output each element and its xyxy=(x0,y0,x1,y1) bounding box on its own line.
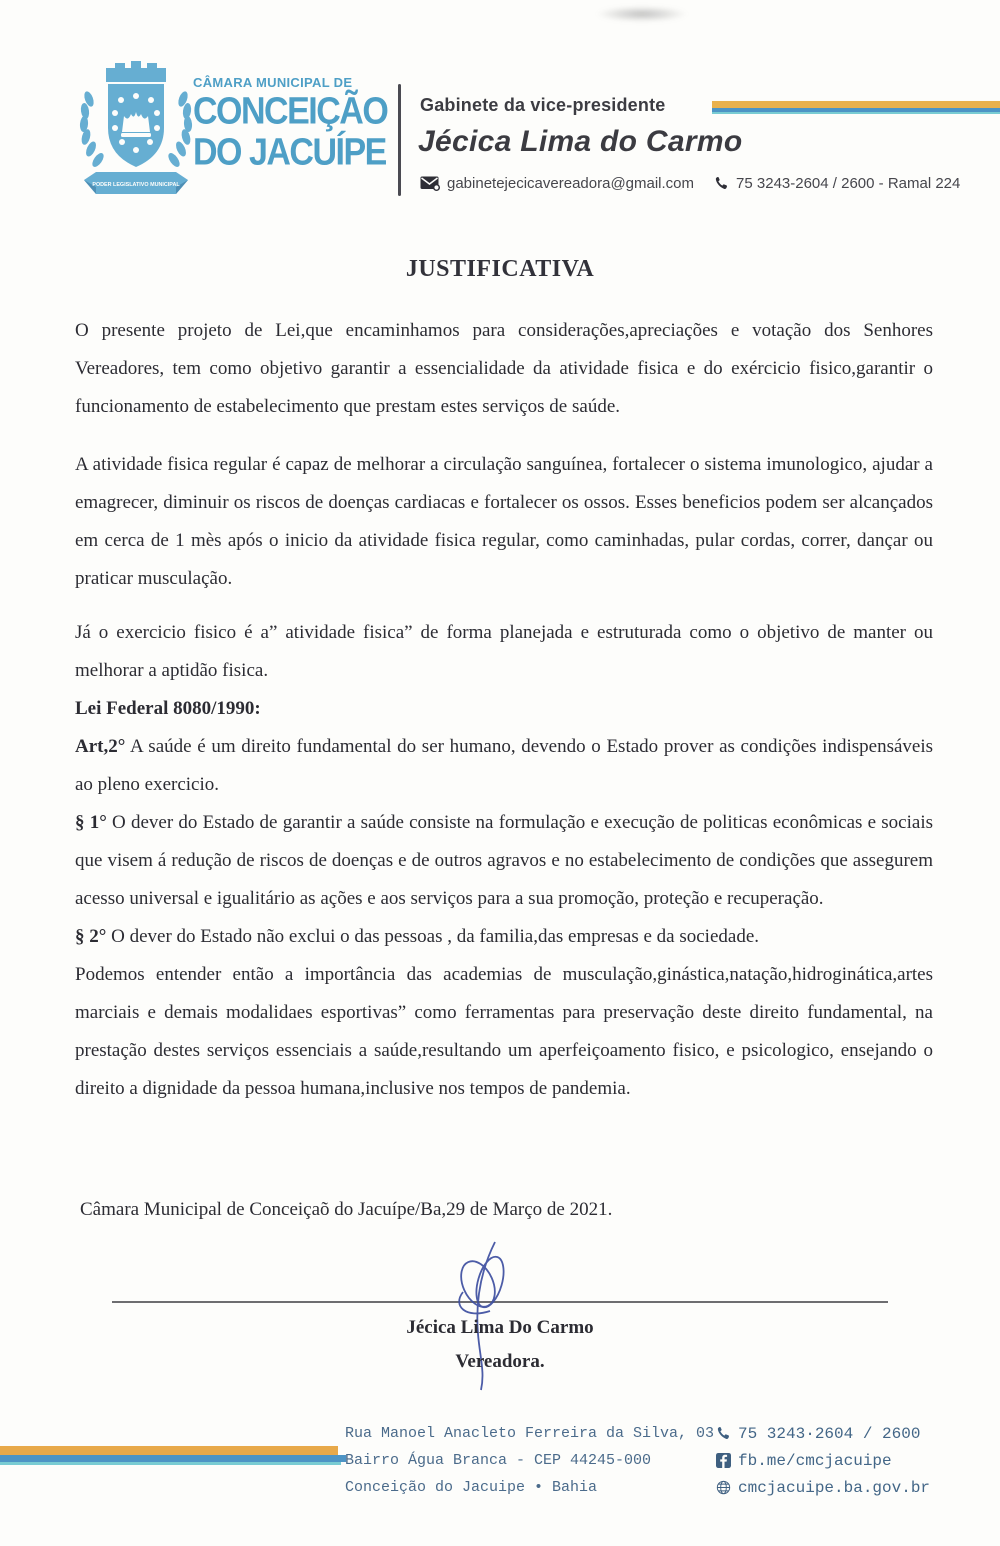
header-email-text: gabinetejecicavereadora@gmail.com xyxy=(447,175,695,192)
footer-website-row xyxy=(716,1474,930,1501)
logo-line-jacuipe: DO JACUÍPE xyxy=(193,130,386,174)
paragraph-section-2: § 2° O dever do Estado não exclui o das pessoas , da familia,das empresas e da sociedade. xyxy=(75,926,760,947)
header-divider xyxy=(398,84,401,196)
section-2-label: § 2° xyxy=(75,926,107,947)
globe-icon xyxy=(716,1480,731,1495)
page-title: JUSTIFICATIVA xyxy=(405,256,595,282)
logo-wordmark xyxy=(193,75,388,174)
footer-facebook-text: fb.me/cmcjacuipe xyxy=(738,1451,892,1470)
date-line: Câmara Municipal de Conceiçaõ do Jacuípe/Ba,29 de Março de 2021. xyxy=(80,1199,613,1220)
crest-ribbon-text: PODER LEGISLATIVO MUNICIPAL xyxy=(92,182,180,188)
footer-facebook-row xyxy=(716,1447,930,1474)
logo-line-small: CÂMARA MUNICIPAL DE xyxy=(193,75,353,90)
header-phone-text: 75 3243-2604 / 2600 - Ramal 224 xyxy=(736,175,961,192)
municipal-crest-icon xyxy=(70,60,202,215)
section-1-label: § 1° xyxy=(75,812,107,833)
paragraph-section-1: § 1° O dever do Estado de garantir a saúde consiste na formulação e execução de politicas econômicas e sociais que visem á redução de riscos de doenças e de outros agravos e no estabelecimento de condições que assegurem acesso universal e igualitário as ações e aos serviços para a sua promoção, proteção e recuperação. xyxy=(75,812,933,909)
vice-president-name: Jécica Lima do Carmo xyxy=(418,125,743,158)
phone-icon xyxy=(716,1426,731,1441)
signee-name: Jécica Lima Do Carmo xyxy=(406,1317,594,1338)
envelope-icon xyxy=(420,176,440,191)
law-heading: Lei Federal 8080/1990: xyxy=(75,698,261,719)
footer-accent-stripe xyxy=(0,1446,346,1465)
footer-address xyxy=(345,1420,714,1501)
paragraph-1: O presente projeto de Lei,que encaminhamos para considerações,apreciações e votação dos Senhores Vereadores, tem como objetivo garantir a essencialidade da atividade fisica e do exércicio fisico,garantir o funcionamento de estabelecimento que prestam estes serviços de saúde. xyxy=(75,320,933,417)
address-line-1: Rua Manoel Anacleto Ferreira da Silva, 03 xyxy=(345,1425,715,1442)
header-phone-icon xyxy=(714,176,729,191)
address-line-3: Conceição do Jacuipe • Bahia xyxy=(345,1479,598,1496)
address-line-2: Bairro Água Branca - CEP 44245-000 xyxy=(345,1452,652,1469)
facebook-icon xyxy=(716,1453,731,1468)
footer-contacts xyxy=(716,1420,930,1501)
closing-paragraph: Podemos entender então a importância das academias de musculação,ginástica,natação,hidroginática,artes marciais e demais modalidaes esportivas” como ferramentas para preservação deste direito fundamental, na prestação destes serviços essenciais a saúde,resultando um aperfeiçoamento fisico, e psicologico, ensejando o direito a dignidade da pessoa humana,inclusive nos tempos de pandemia. xyxy=(75,964,933,1099)
footer-phone-row xyxy=(716,1420,930,1447)
scan-smudge xyxy=(596,6,688,22)
article-2-label: Art,2° xyxy=(75,736,126,757)
header-accent-stripe xyxy=(712,101,1000,114)
document-body xyxy=(75,312,933,1108)
header-contact-row xyxy=(420,175,960,192)
logo-line-conceicao: CONCEIÇÃO xyxy=(193,89,388,133)
footer-phone-text: 75 3243·2604 / 2600 xyxy=(738,1424,921,1443)
signee-role: Vereadora. xyxy=(455,1351,545,1372)
paragraph-3: Já o exercicio fisico é a” atividade fisica” de forma planejada e estruturada como o objetivo de manter ou melhorar a aptidão fisica. xyxy=(75,622,933,681)
paragraph-2: A atividade fisica regular é capaz de melhorar a circulação sanguínea, fortalecer o sistema imunologico, ajudar a emagrecer, diminuir os riscos de doenças cardiacas e fortalecer os ossos. Esses beneficios podem ser alcançados em cerca de 1 mès após o inicio da atividade fisica regular, como caminhadas, pular cordas, correr, dançar ou praticar musculação. xyxy=(75,454,933,589)
article-2: Art,2° A saúde é um direito fundamental do ser humano, devendo o Estado prover as condições indispensáveis ao pleno exercicio. xyxy=(75,736,934,795)
footer-website-text: cmcjacuipe.ba.gov.br xyxy=(738,1478,931,1497)
office-label: Gabinete da vice-presidente xyxy=(420,95,666,115)
